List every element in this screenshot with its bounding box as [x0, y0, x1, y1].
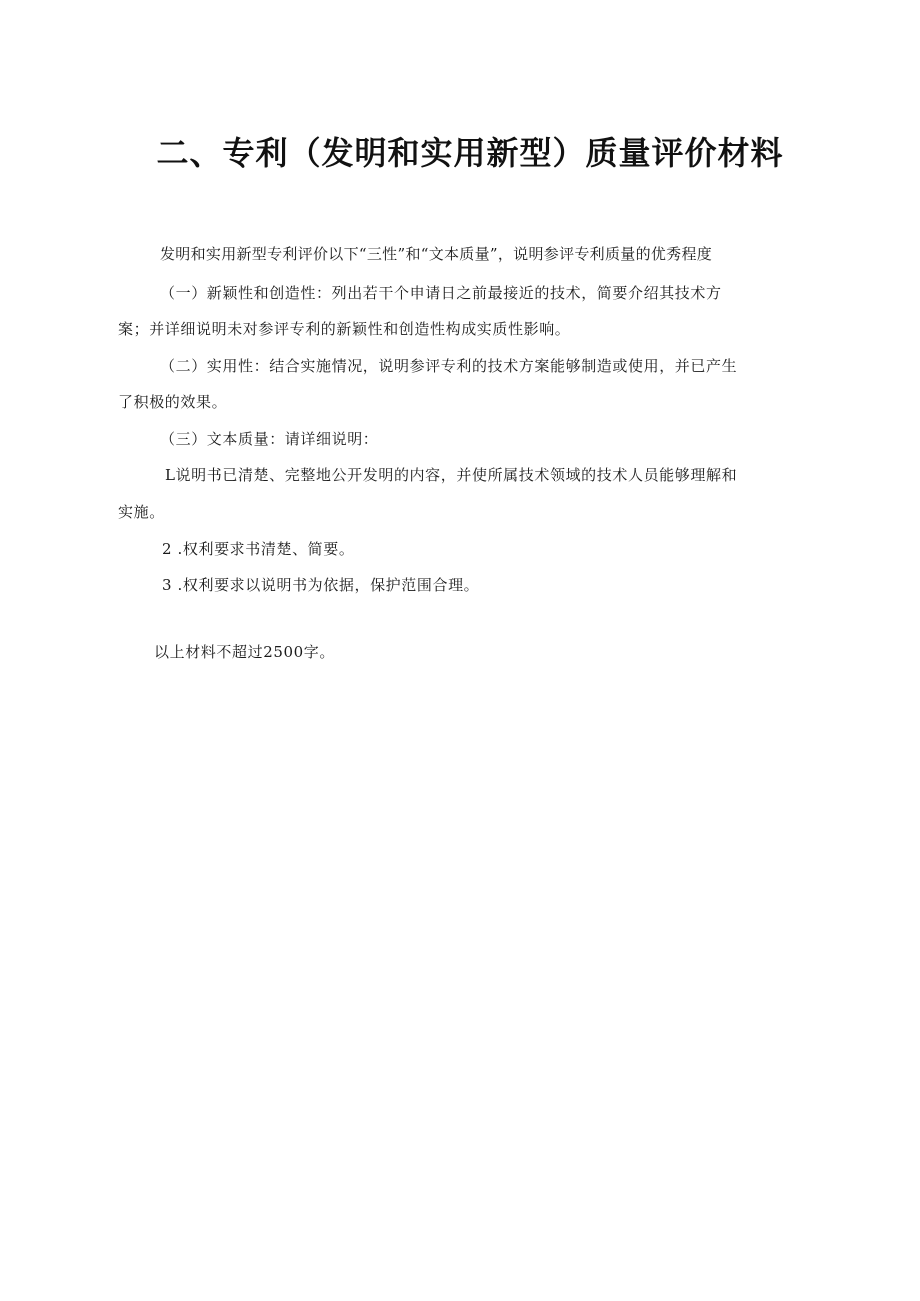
word-limit-note: 以上材料不超过2500字。 — [154, 643, 335, 661]
intro-paragraph: 发明和实用新型专利评价以下“三性”和“文本质量”，说明参评专利质量的优秀程度 — [160, 245, 713, 263]
list-item-1-line-1: L说明书已清楚、完整地公开发明的内容，并使所属技术领域的技术人员能够理解和 — [165, 466, 738, 484]
document-title: 二、专利（发明和实用新型）质量评价材料 — [156, 134, 784, 172]
section-practicality-line-2: 了积极的效果。 — [118, 393, 228, 411]
list-item-3: 3 .权利要求以说明书为依据，保护范围合理。 — [162, 576, 480, 594]
section-text-quality-heading: （三）文本质量：请详细说明： — [160, 430, 379, 448]
list-item-1-line-2: 实施。 — [118, 503, 165, 521]
list-item-2: 2 .权利要求书清楚、简要。 — [162, 540, 355, 558]
section-novelty-line-2: 案；并详细说明未对参评专利的新颖性和创造性构成实质性影响。 — [118, 320, 571, 338]
section-practicality-line-1: （二）实用性：结合实施情况，说明参评专利的技术方案能够制造或使用，并已产生 — [160, 357, 738, 375]
section-novelty-line-1: （一）新颖性和创造性：列出若干个申请日之前最接近的技术，简要介绍其技术方 — [160, 284, 722, 302]
